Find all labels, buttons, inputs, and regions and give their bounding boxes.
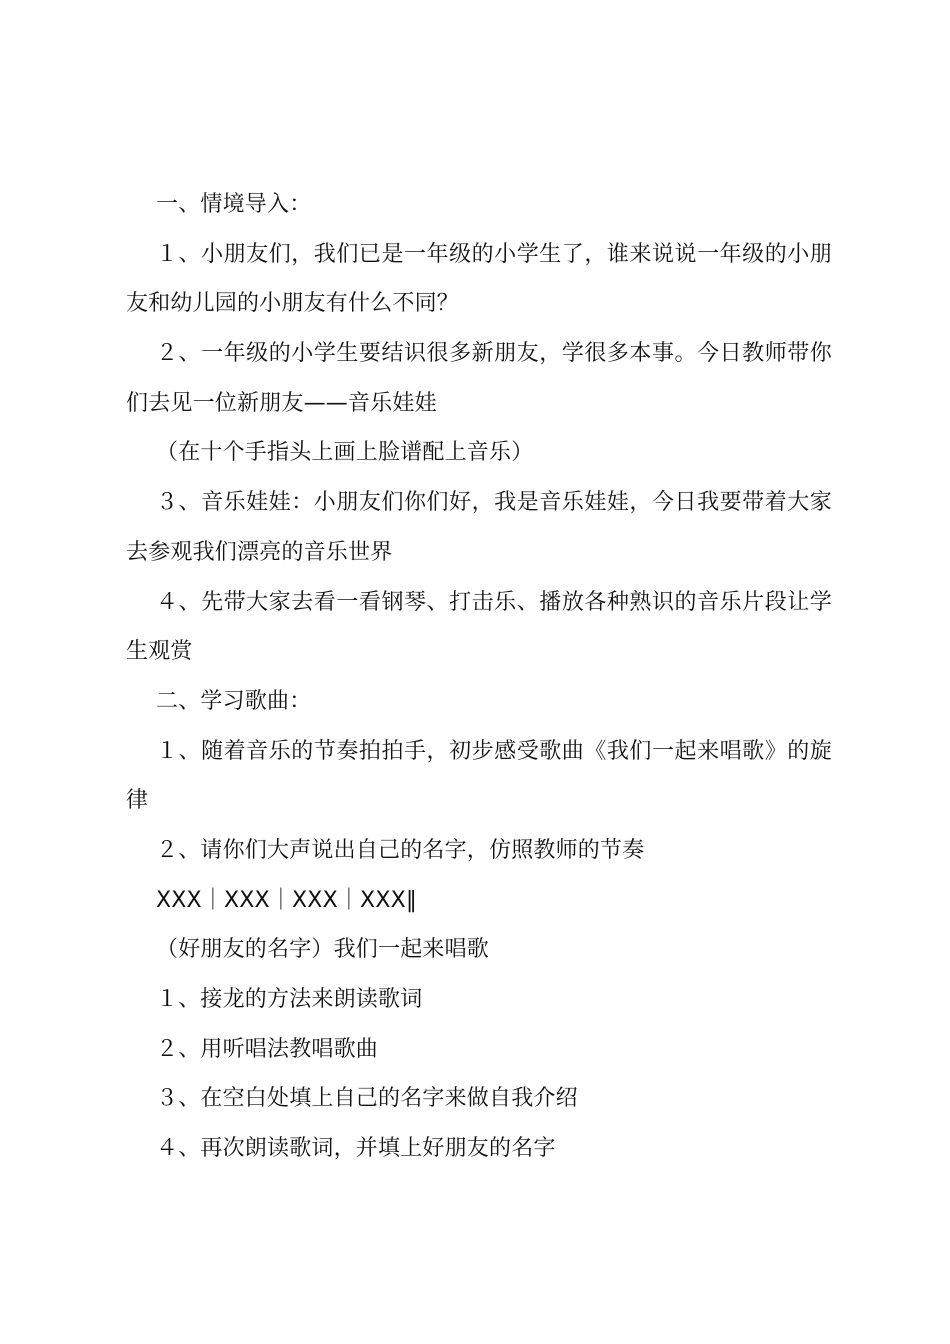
paragraph-line: ３、音乐娃娃：小朋友们你们好，我是音乐娃娃，今日我要带着大家 [156,490,832,516]
list-item: ２、用听唱法教唱歌曲 [156,1036,379,1062]
paragraph-line: 们去见一位新朋友——音乐娃娃 [126,390,437,416]
list-item: ３、在空白处填上自己的名字来做自我介绍 [156,1086,578,1112]
paragraph-line: ２、一年级的小学生要结识很多新朋友，学很多本事。今日教师带你 [156,341,832,367]
list-item: １、接龙的方法来朗读歌词 [156,987,423,1012]
paragraph-line: 去参观我们漂亮的音乐世界 [126,539,393,565]
paragraph-line: 友和幼儿园的小朋友有什么不同？ [126,291,460,317]
paragraph-line: １、随着音乐的节奏拍拍手，初步感受歌曲《我们一起来唱歌》的旋 [156,738,832,764]
paragraph-line: 生观赏 [126,639,193,665]
list-item: ４、再次朗读歌词，并填上好朋友的名字 [156,1136,556,1162]
paragraph-line: ２、请你们大声说出自己的名字，仿照教师的节奏 [156,837,645,863]
paragraph-line: （好朋友的名字）我们一起来唱歌 [156,937,490,963]
paragraph-line: 律 [126,788,149,814]
rhythm-notation: XXX｜XXX｜XXX｜XXX‖ [156,887,418,913]
paragraph-line: （在十个手指头上画上脸谱配上音乐） [156,440,534,466]
section-heading-intro: 一、情境导入： [156,192,312,217]
document-body [126,180,832,1174]
paragraph-line: ４、先带大家去看一看钢琴、打击乐、播放各种熟识的音乐片段让学 [156,589,832,615]
paragraph-line: １、小朋友们，我们已是一年级的小学生了，谁来说说一年级的小朋 [156,241,832,267]
section-heading-song: 二、学习歌曲： [156,688,312,714]
